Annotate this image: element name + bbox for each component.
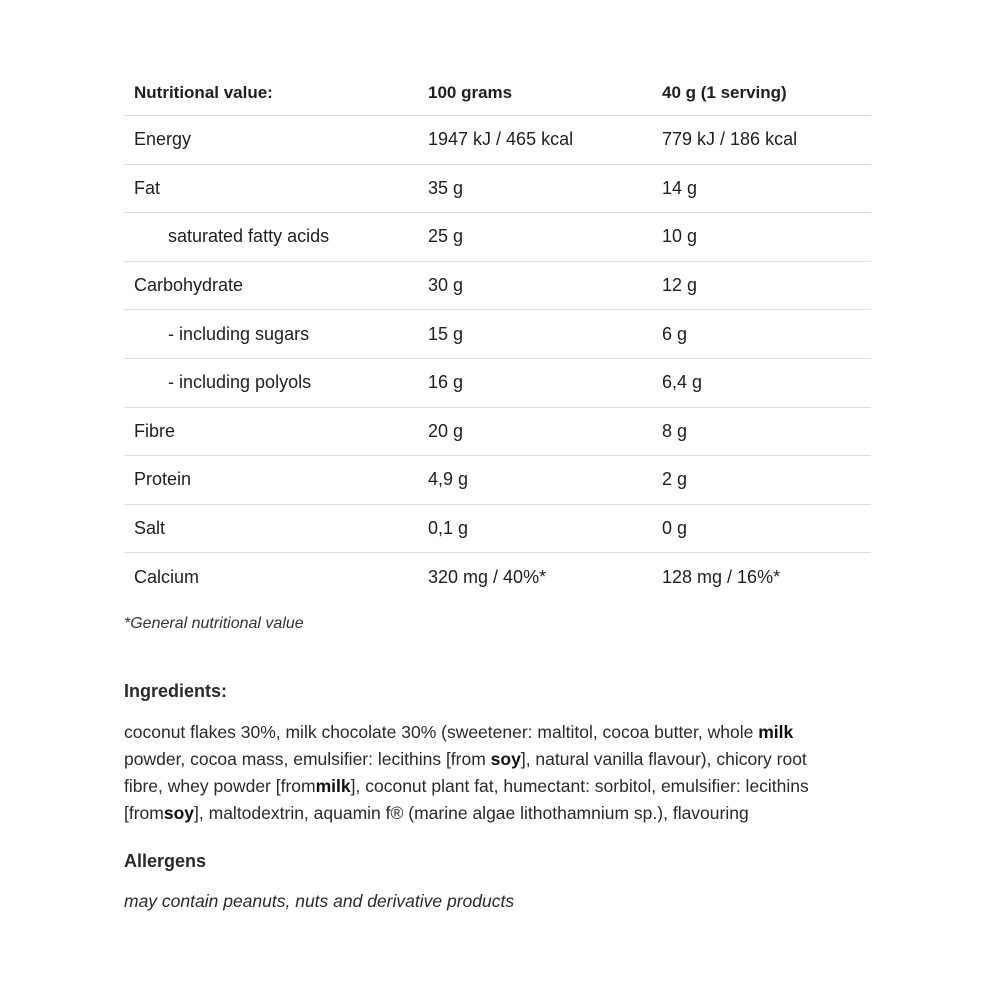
value-per-serving: 128 mg / 16%*	[662, 566, 781, 587]
table-row	[124, 456, 871, 505]
value-per-serving: 10 g	[662, 226, 698, 247]
ingredients-line	[124, 719, 884, 746]
ingredients-text-segment: ], maltodextrin, aquamin f® (marine algae lithothamnium sp.), flavouring	[194, 803, 749, 823]
value-per-100g: 16 g	[428, 372, 464, 393]
value-per-serving: 12 g	[662, 275, 698, 296]
value-per-100g: 30 g	[428, 275, 464, 296]
table-row	[124, 165, 871, 214]
value-per-serving: 779 kJ / 186 kcal	[662, 129, 798, 150]
nutrient-name: Calcium	[134, 566, 200, 587]
nutrition-footnote: *General nutritional value	[124, 615, 304, 632]
nutrient-name: Carbohydrate	[134, 275, 244, 296]
table-row	[124, 116, 871, 165]
table-row	[124, 408, 871, 457]
value-per-serving: 6 g	[662, 323, 688, 344]
ingredients-text-segment: powder, cocoa mass, emulsifier: lecithins [from	[124, 749, 491, 769]
header-100-grams: 100 grams	[428, 82, 513, 102]
value-per-100g: 25 g	[428, 226, 464, 247]
value-per-100g: 20 g	[428, 420, 464, 441]
value-per-100g: 4,9 g	[428, 469, 469, 490]
allergens-heading: Allergens	[124, 851, 207, 871]
table-row	[124, 359, 871, 408]
nutrient-name: Salt	[134, 518, 166, 539]
table-row	[124, 213, 871, 262]
nutrient-name: - including polyols	[168, 372, 312, 393]
nutrient-name: - including sugars	[168, 323, 310, 344]
nutrient-name: Fibre	[134, 420, 176, 441]
nutrient-name: Fat	[134, 177, 161, 198]
table-row	[124, 310, 871, 359]
header-nutritional-value: Nutritional value:	[134, 82, 273, 102]
allergen-milk: milk	[758, 722, 794, 742]
nutrition-table	[124, 70, 871, 601]
ingredients-text-segment: coconut flakes 30%, milk chocolate 30% (sweetener: maltitol, cocoa butter, whole	[124, 722, 759, 742]
table-row	[124, 553, 871, 601]
table-row	[124, 505, 871, 554]
value-per-100g: 0,1 g	[428, 518, 469, 539]
header-serving: 40 g (1 serving)	[662, 82, 787, 102]
allergen-milk: milk	[315, 776, 351, 796]
ingredients-text-segment: fibre, whey powder [from	[124, 776, 316, 796]
allergen-soy: soy	[163, 803, 195, 823]
nutrient-name: saturated fatty acids	[168, 226, 330, 247]
ingredients-line	[124, 746, 884, 773]
value-per-serving: 0 g	[662, 518, 688, 539]
ingredients-text	[124, 719, 884, 827]
ingredients-text-segment: [from	[124, 803, 164, 823]
value-per-serving: 6,4 g	[662, 372, 703, 393]
value-per-serving: 2 g	[662, 469, 688, 490]
nutrient-name: Protein	[134, 469, 192, 490]
ingredients-text-segment: ], natural vanilla flavour), chicory root	[520, 749, 807, 769]
ingredients-line	[124, 773, 884, 800]
value-per-100g: 35 g	[428, 177, 464, 198]
ingredients-text-segment: ], coconut plant fat, humectant: sorbitol, emulsifier: lecithins	[350, 776, 809, 796]
value-per-100g: 1947 kJ / 465 kcal	[428, 129, 574, 150]
value-per-100g: 15 g	[428, 323, 464, 344]
ingredients-line	[124, 800, 884, 827]
value-per-serving: 14 g	[662, 177, 698, 198]
value-per-serving: 8 g	[662, 420, 688, 441]
allergens-text: may contain peanuts, nuts and derivative products	[124, 891, 515, 911]
nutrient-name: Energy	[134, 129, 192, 150]
ingredients-heading: Ingredients:	[124, 681, 228, 701]
value-per-100g: 320 mg / 40%*	[428, 566, 547, 587]
allergen-soy: soy	[490, 749, 521, 769]
table-header-row	[124, 70, 871, 116]
table-row	[124, 262, 871, 311]
